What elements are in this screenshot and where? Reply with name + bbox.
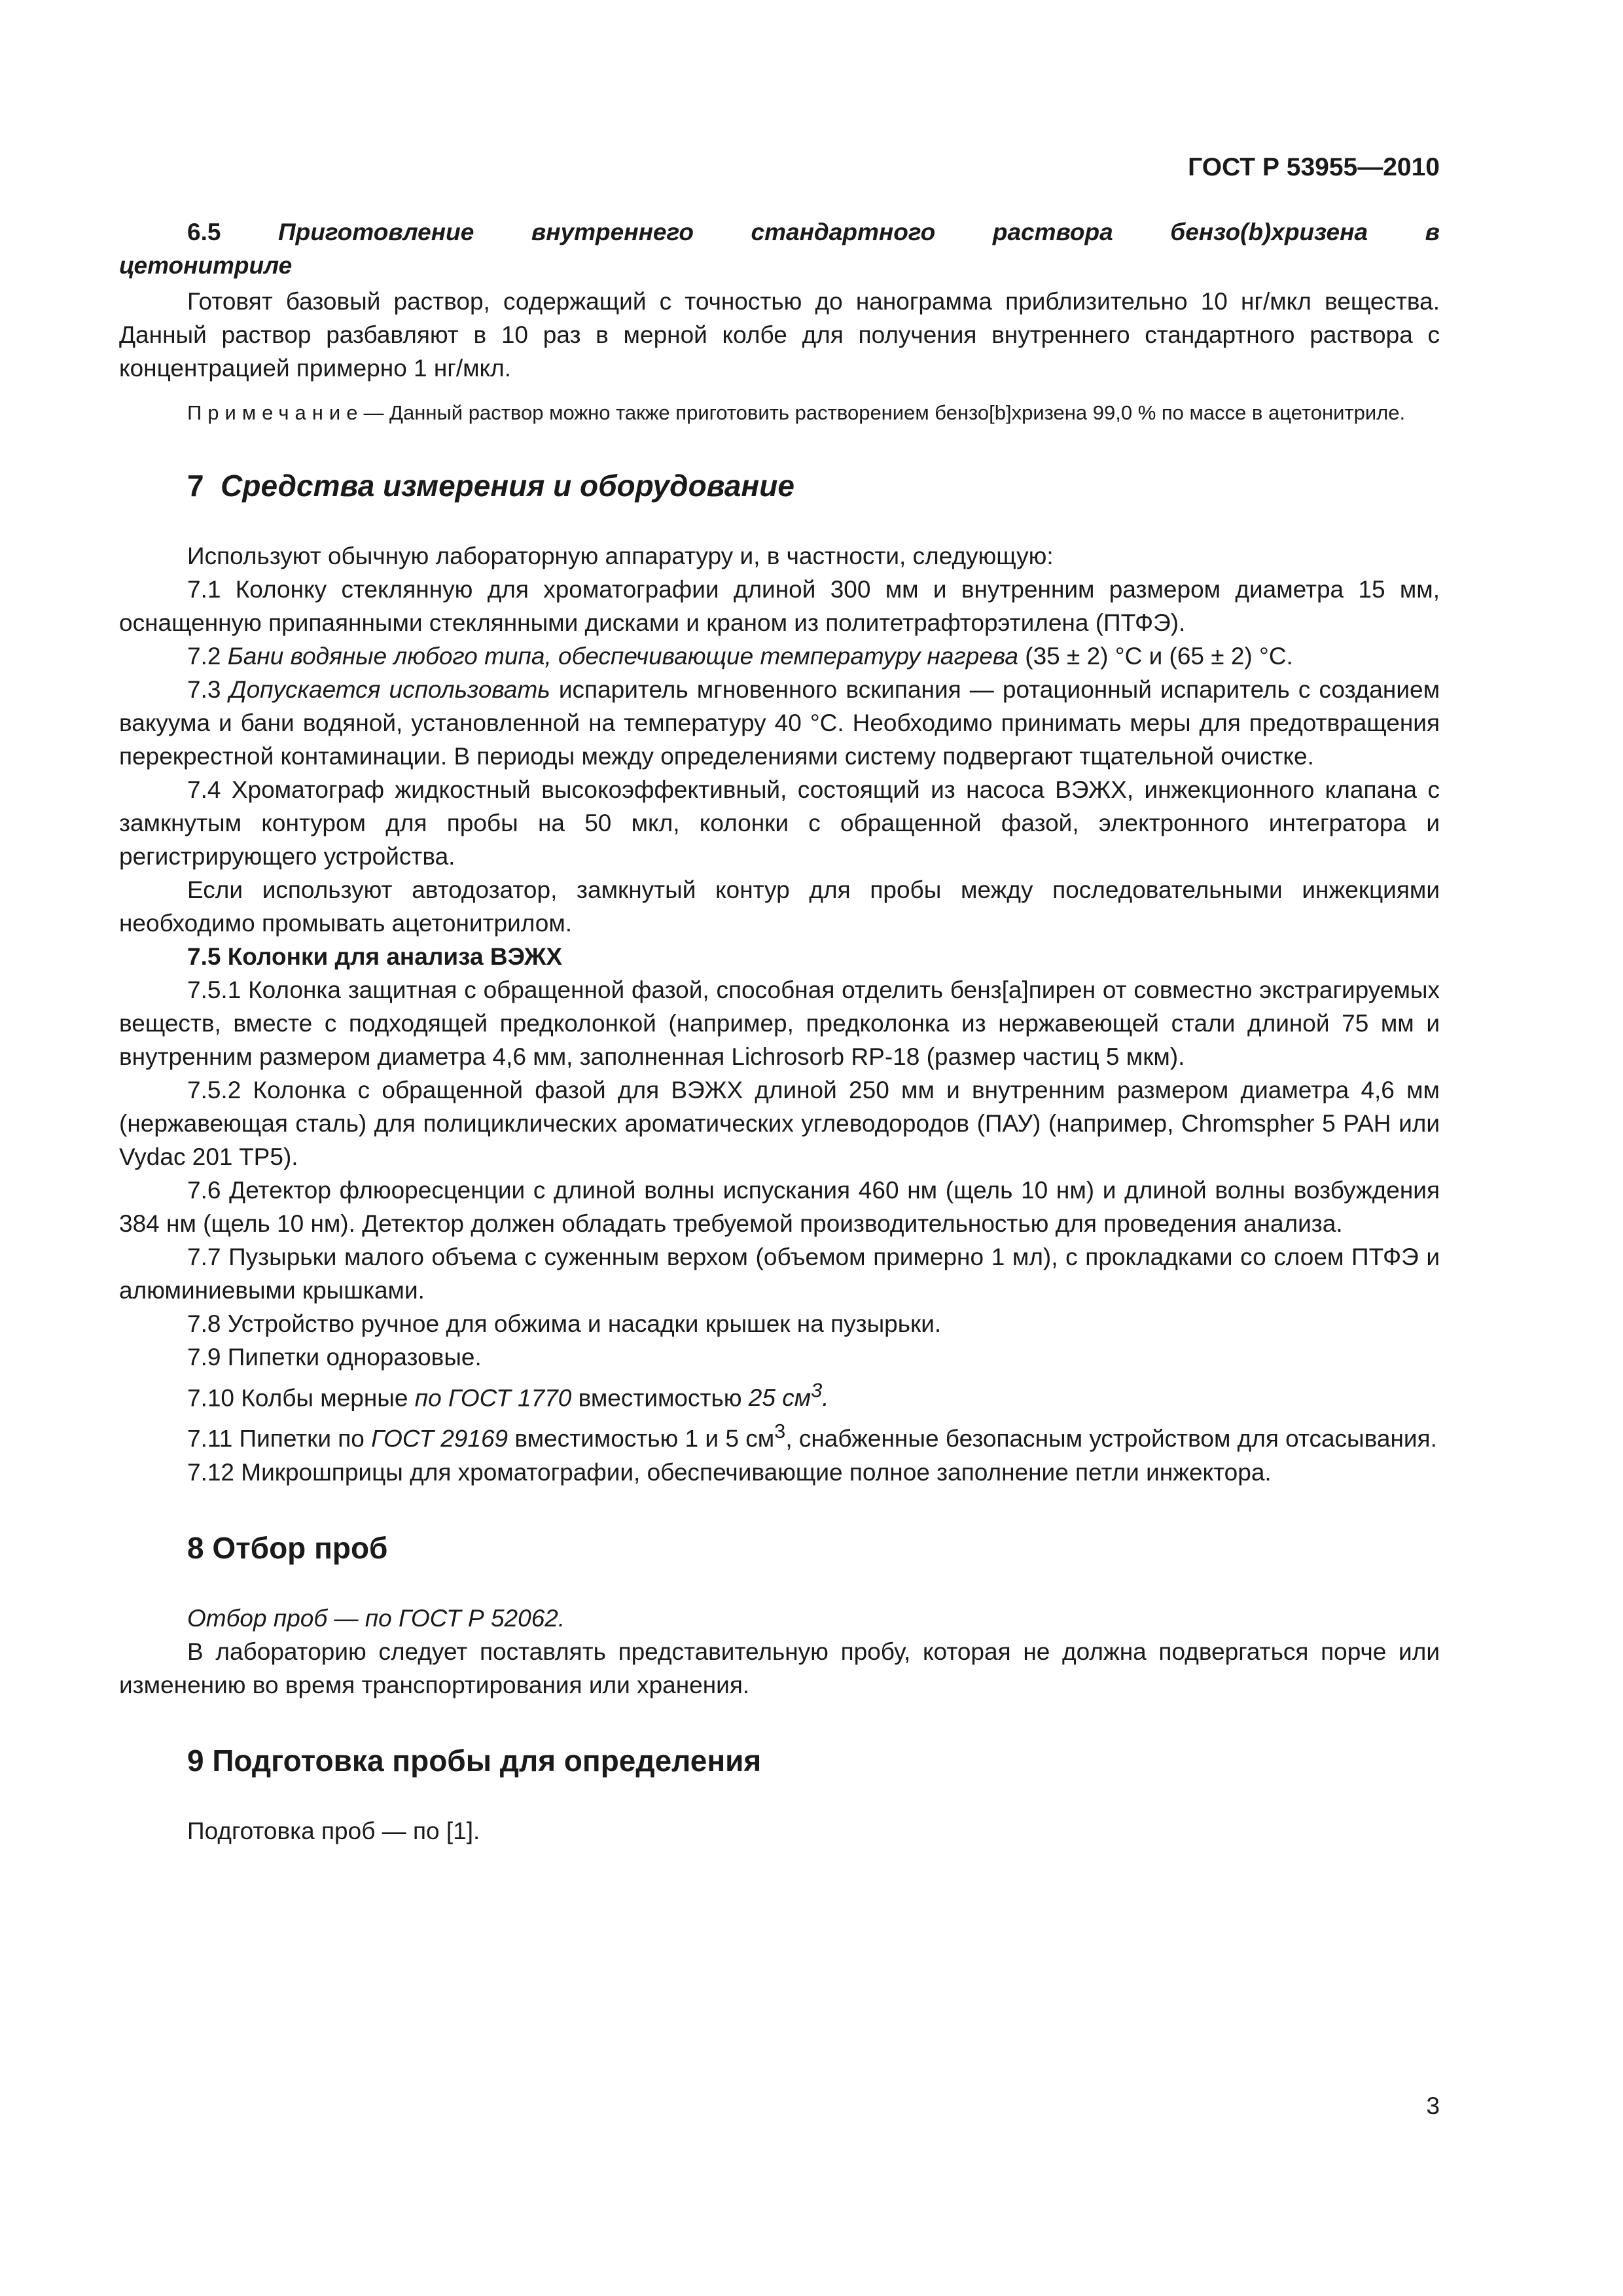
item-7-11-rest: , снабженные безопасным устройством для отсасывания.: [785, 1425, 1437, 1452]
item-7-2: [119, 639, 1440, 673]
item-7-2-number: 7.2: [187, 643, 221, 670]
item-7-11-superscript: 3: [774, 1420, 786, 1443]
item-7-7: 7.7 Пузырьки малого объема с суженным верхом (объемом примерно 1 мл), с прокладками со слоем ПТФЭ и алюминиевыми крышками.: [119, 1244, 1440, 1304]
item-7-5-title: 7.5 Колонки для анализа ВЭЖХ: [187, 943, 563, 970]
item-7-10-text: 7.10 Колбы мерные: [187, 1384, 408, 1412]
section-6-5-paragraph: Готовят базовый раствор, содержащий с точностью до нанограмма приблизительно 10 нг/мкл вещества. Данный раствор разбавляют в 10 раз в мерной колбе для получения внутреннего стандартного раствора с концентрацией примерно 1 нг/мкл.: [119, 288, 1440, 382]
page-number: 3: [1426, 2092, 1440, 2119]
item-7-2-rest: (35 ± 2) °С и (65 ± 2) °С.: [1025, 643, 1293, 670]
item-7-5-1: 7.5.1 Колонка защитная с обращенной фазой, способная отделить бенз[а]пирен от совместно экстрагируемых веществ, вместе с подходящей предколонкой (например, предколонка из нержавеющей стали длиной 75 мм и внутренним размером диаметра 4,6 мм, заполненная Lichrosorb RP-18 (размер частиц 5 мкм).: [119, 977, 1440, 1070]
section-8-reference: Отбор проб — по ГОСТ Р 52062.: [187, 1604, 565, 1632]
item-7-3: [119, 673, 1440, 773]
item-7-8: 7.8 Устройство ручное для обжима и насадки крышек на пузырьки.: [187, 1310, 942, 1337]
section-8-paragraph-2: В лабораторию следует поставлять представительную пробу, которая не должна подвергаться порче или изменению во время транспортирования или хранения.: [119, 1638, 1440, 1698]
section-8-paragraph-1: [119, 1602, 1440, 1635]
section-6-5-title-line2: цетонитриле: [119, 252, 293, 279]
item-7-11: [119, 1414, 1440, 1455]
item-7-10-volume: 25 см: [748, 1384, 812, 1412]
item-7-11-standard-ref: ГОСТ 29169: [371, 1425, 508, 1452]
item-7-11-text: 7.11 Пипетки по: [187, 1425, 365, 1452]
item-7-2-italic: Бани водяные любого типа, обеспечивающие температуру нагрева: [227, 643, 1018, 670]
item-7-10-capacity-label: вместимостью: [578, 1384, 742, 1412]
section-6-5-title: [119, 215, 1440, 249]
item-7-3-number: 7.3: [187, 676, 221, 703]
item-7-5-2: 7.5.2 Колонка с обращенной фазой для ВЭЖХ длиной 250 мм и внутренним размером диаметра 4,6 мм (нержавеющая сталь) для полициклических ароматических углеводородов (ПАУ) (например, Chromspher 5 PAH или Vydac 201 TP5).: [119, 1077, 1440, 1170]
item-7-10-superscript: 3: [811, 1379, 823, 1402]
item-7-6: 7.6 Детектор флюоресценции с длиной волны испускания 460 нм (щель 10 нм) и длиной волны возбуждения 384 нм (щель 10 нм). Детектор должен обладать требуемой производительностью для проведения анализа.: [119, 1177, 1440, 1237]
item-7-10-standard-ref: по ГОСТ 1770: [414, 1384, 572, 1412]
item-7-11-capacity: вместимостью 1 и 5 см: [514, 1425, 775, 1452]
item-7-4: 7.4 Хроматограф жидкостный высокоэффективный, состоящий из насоса ВЭЖХ, инжекционного клапана с замкнутым контуром для пробы на 50 мкл, колонки с обращенной фазой, электронного интегратора и регистрирующего устройства.: [119, 776, 1440, 870]
section-7-intro: Используют обычную лабораторную аппаратуру и, в частности, следующую:: [187, 543, 1054, 569]
document-header: ГОСТ Р 53955—2010: [1188, 153, 1440, 181]
item-7-10-period: .: [822, 1384, 829, 1412]
section-7-heading: [187, 466, 1440, 505]
item-7-12: 7.12 Микрошприцы для хроматографии, обеспечивающие полное заполнение петли инжектора.: [187, 1458, 1272, 1486]
section-8-heading: 8 Отбор проб: [187, 1530, 388, 1565]
item-7-10: [119, 1374, 1440, 1414]
item-7-1: 7.1 Колонку стеклянную для хроматографии длиной 300 мм и внутренним размером диаметра 15 мм, оснащенную припаянными стеклянными дисками и краном из политетрафторэтилена (ПТФЭ).: [119, 576, 1440, 636]
section-7-heading-number: 7: [187, 469, 204, 503]
section-7-heading-text: Средства измерения и оборудование: [221, 469, 794, 503]
note-text: — Данный раствор можно также приготовить растворением бензо[b]хризена 99,0 % по массе в ацетонитриле.: [363, 401, 1406, 424]
section-9-heading: 9 Подготовка пробы для определения: [187, 1743, 762, 1778]
section-9-paragraph: Подготовка проб — по [1].: [187, 1817, 480, 1844]
item-7-10-capacity: [748, 1379, 829, 1412]
section-6-5-note: [119, 399, 1440, 427]
item-7-4-continuation: Если используют автодозатор, замкнутый контур для пробы между последовательными инжекциями необходимо промывать ацетонитрилом.: [119, 876, 1440, 937]
section-6-5-number: 6.5: [187, 219, 221, 245]
note-label: Примечание: [187, 401, 364, 424]
item-7-9: 7.9 Пипетки одноразовые.: [187, 1344, 482, 1371]
item-7-3-italic: Допускается использовать: [229, 676, 550, 703]
section-6-5-title-line1: Приготовление внутреннего стандартного раствора бензо(b)хризена в: [278, 219, 1440, 245]
item-7-3-rest: испаритель мгновенного вскипания — ротационный испаритель с созданием вакуума и бани водяной, установленной на температуру 40 °С. Необходимо принимать меры для предотвращения перекрестной контаминации. В периоды между определениями систему подвергают тщательной очистке.: [119, 676, 1440, 770]
